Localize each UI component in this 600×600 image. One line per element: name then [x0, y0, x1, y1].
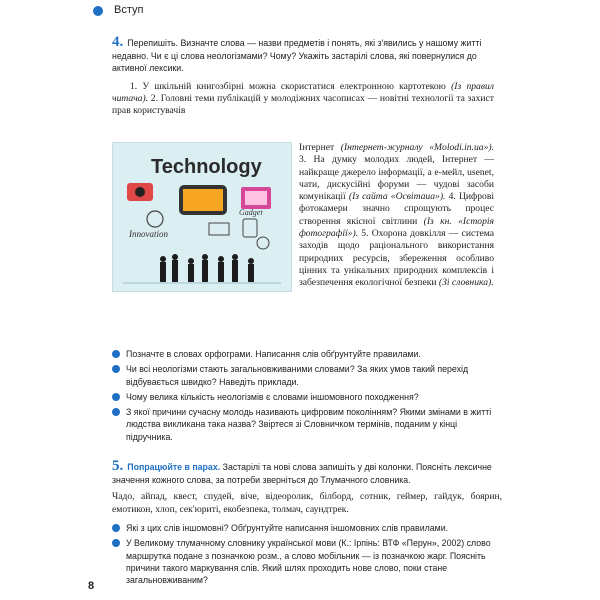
- bullet-dot-icon: [112, 365, 120, 373]
- list-item: Чому велика кількість неологізмів є словами іншомовного походження?: [112, 391, 502, 403]
- task-4-instruction: 4. Перепишіть. Визначте слова — назви предметів і понять, які з'явились у нашому житті недавно. Чи є ці слова неологізмами? Чому? Укажіть застарілі слова, які повернулися до активної лексики.: [112, 34, 482, 73]
- bullet-dot-icon: [112, 524, 120, 532]
- page-content: [112, 34, 502, 586]
- bullet-dot-icon: [93, 6, 103, 16]
- bullet-dot-icon: [112, 539, 120, 547]
- task-5-number: 5.: [112, 458, 124, 474]
- page-header: [0, 0, 600, 22]
- list-item: Які з цих слів іншомовні? Обґрунтуйте написання іншомовних слів правилами.: [112, 522, 502, 534]
- task-5-questions: [112, 522, 502, 586]
- task-4-right-text: Інтернет (Інтернет-журналу «Molodi.in.ua»). 3. На думку молодих людей, Інтернет — найкраще джерело інформації, а е-мейл, usenet, чати, дискусійні форуми — чудові засоби комунікації (Із сайта «Освітаua»). 4. Цифрові фотокамери значно спрощують процес створення якісної світлини (Із кн. «Історія фотографії»). 5. Охорона довкілля — система заходів щодо раціонального використання природних ресурсів, збереження особливо цінних та унікальних природних комплексів і забезпечення екологічної безпеки (Зі словника).: [299, 142, 495, 289]
- image-label-innovation: Innovation: [129, 229, 168, 239]
- task-5-word-list: Чадо, айпад, квест, спудей, віче, відеоролик, білборд, сотник, геймер, гайдук, боярин, емотикон, хлоп, сек'юриті, екобезпека, толмач, саундтрек.: [112, 491, 502, 515]
- list-item: Позначте в словах орфограми. Написання слів обґрунтуйте правилами.: [112, 348, 502, 360]
- list-item: З якої причини сучасну молодь називають цифровим поколінням? Якими змінами в житті людства викликана така назва? Звіртеся зі Словничком термінів, поданим у кінці підручника.: [112, 406, 502, 443]
- task-4-questions: [112, 348, 502, 446]
- task-5-lead: Попрацюйте в парах.: [127, 462, 221, 472]
- bullet-dot-icon: [112, 393, 120, 401]
- image-title: Technology: [151, 156, 262, 178]
- technology-illustration: [112, 142, 292, 292]
- bullet-dot-icon: [112, 350, 120, 358]
- image-label-gadget: Gadget: [239, 208, 263, 217]
- list-item: У Великому тлумачному словнику української мови (К.: Ірпінь: ВТФ «Перун», 2002) слово маршрутка подане з позначкою розм., а слово мобільник — із позначкою жарг. Поясніть причини такого маркування слів. Який шлях проходить нове слово, поки стане загальновживаним?: [112, 537, 502, 586]
- task-5: [112, 460, 502, 589]
- list-item: Чи всі неологізми стають загальновживаними словами? За яких умов такий перехід відбувається швидко? Наведіть приклади.: [112, 363, 502, 388]
- task-5-instruction: 5. Попрацюйте в парах. Застарілі та нові слова запишіть у дві колонки. Поясніть лексичне значення кожного слова, за потреби зверніться до Тлумачного словника.: [112, 458, 492, 485]
- section-title: Вступ: [114, 4, 144, 16]
- page-number: 8: [88, 580, 95, 592]
- task-4-number: 4.: [112, 34, 124, 50]
- task-4-text-top: 1. У шкільній книгозбірні можна скористатися електронною картотекою (Із правил читача). 2. Головні теми публікацій у молодіжних часописах — новітні технології та захист прав користувачів: [112, 80, 494, 117]
- bullet-dot-icon: [112, 408, 120, 416]
